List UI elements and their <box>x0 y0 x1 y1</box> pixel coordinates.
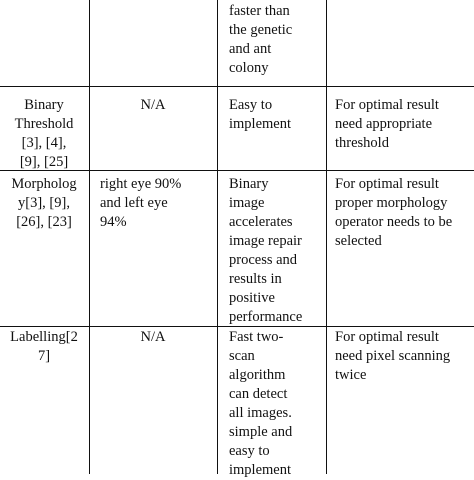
column-divider <box>326 0 327 474</box>
accuracy-cell: N/A <box>140 97 166 113</box>
column-divider <box>217 0 218 474</box>
method-cell: Morpholog y[3], [9], [26], [23] <box>11 176 77 230</box>
column-divider <box>89 0 90 474</box>
advantages-cell: Binary image accelerates image repair process and results in positive performance <box>229 176 303 325</box>
advantages-cell: Easy to implement <box>229 97 292 132</box>
advantages-cell: faster than the genetic and ant colony <box>229 3 293 76</box>
row-divider <box>0 86 474 87</box>
advantages-cell: Fast two- scan algorithm can detect all images. simple and easy to implement <box>229 329 293 478</box>
method-cell: Labelling[2 7] <box>10 329 78 364</box>
disadvantages-cell: For optimal result need appropriate threshold <box>335 97 439 151</box>
method-cell: Binary Threshold [3], [4], [9], [25] <box>14 97 74 170</box>
accuracy-cell: N/A <box>140 329 166 345</box>
accuracy-cell: right eye 90% and left eye 94% <box>100 176 182 230</box>
disadvantages-cell: For optimal result proper morphology operator needs to be selected <box>335 176 453 249</box>
disadvantages-cell: For optimal result need pixel scanning twice <box>335 329 451 383</box>
